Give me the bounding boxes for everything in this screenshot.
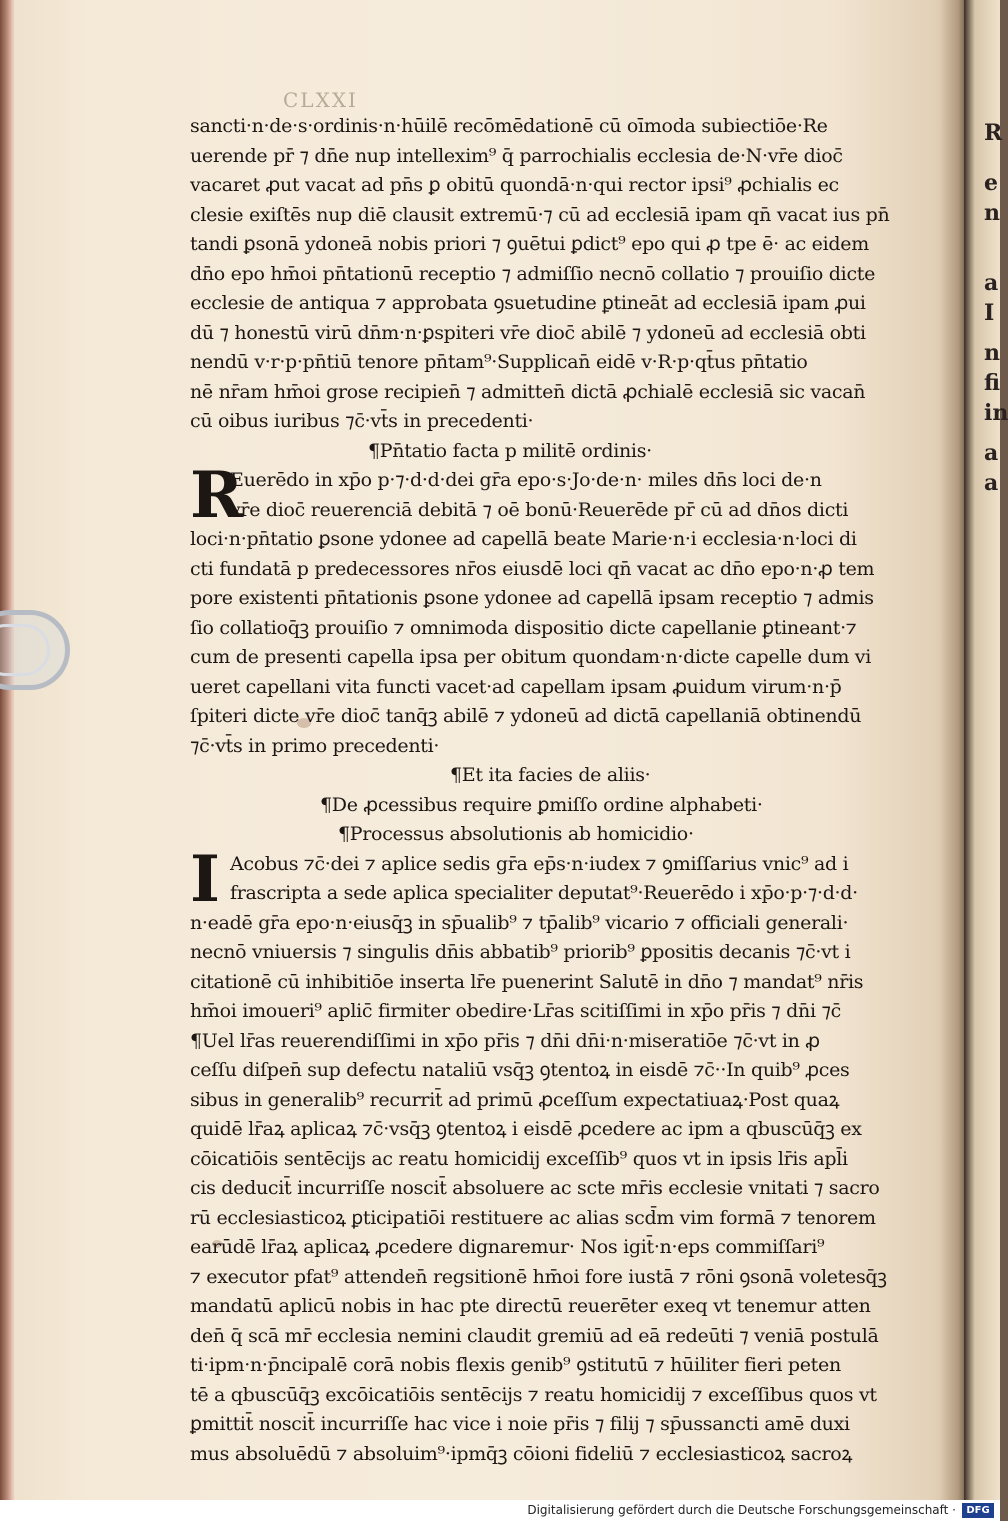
- text-line: tandi ꝑsonā ydoneā nobis priori ⁊ ꝯuētui ꝑdict⁹ epo qui ꝓ tpe ē· ac eidem: [190, 233, 869, 255]
- text-line: cū oibus iuribus ⁊c̄·vt̄s in precedenti·: [190, 410, 534, 432]
- next-page-fragment: n: [984, 200, 1000, 226]
- text-line: cis deducit̄ incurriſſe noscit̄ absoluere ac scte mr̄is ecclesie vnitati ⁊ sacro: [190, 1177, 880, 1199]
- paper-clip-inner: [0, 624, 50, 676]
- text-line: ¶Uel lr̄as reuerendiſſimi in xp̄o pr̄is ⁊ dn̄i dn̄i·n·miseratiōe ⁊c̄·vt in ꝓ: [190, 1029, 820, 1052]
- text-line: cōicatiōis sentēcijs ac reatu homicidij exceſſib⁹ quos vt in ipsis lr̄is apl̄i: [190, 1147, 848, 1170]
- heading-presentation: ¶Pn̄tatio facta p militē ordinis·: [368, 439, 652, 462]
- text-block: [190, 112, 908, 1469]
- next-page-fragment: a: [984, 440, 999, 466]
- dfg-logo: DFG: [962, 1503, 994, 1518]
- text-line: pore existenti pn̄tationis ꝑsone ydonee ad capellā ipsam receptio ⁊ admis: [190, 587, 874, 609]
- text-line: hm̄oi imoueri⁹ aplic̄ firmiter obedire·Lr̄as scitiſſimi in xp̄o pr̄is ⁊ dn̄i ⁊c̄: [190, 1000, 841, 1022]
- initial-capital: I: [190, 841, 220, 917]
- text-line: nē nr̄am hm̄oi grose recipien̄ ⁊ admitten̄ dictā ꝓchialē ecclesiā sic vacan̄: [190, 380, 866, 403]
- text-line: nendū v·r·p·pn̄tiū tenore pn̄tam⁹·Supplican̄ eidē v·R·p·qt̄us pn̄tatio: [190, 351, 808, 373]
- text-line: dū ⁊ honestū virū dn̄m·n·ꝑspiteri vr̄e dioc̄ abilē ⁊ ydoneū ad ecclesiā obti: [190, 321, 866, 344]
- text-line: cum de presenti capella ipsa per obitum quondam·n·dicte capelle dum vi: [190, 646, 872, 668]
- text-line: ſio collatioq̄ꝫ prouiſio ⁊ omnimoda dispositio dicte capellanie ꝑtineant·⁊: [190, 616, 857, 639]
- folio-number: CLXXI: [283, 88, 358, 112]
- text-line: citationē cū inhibitiōe inserta lr̄e puenerint Salutē in dn̄o ⁊ mandat⁹ nr̄is: [190, 970, 864, 993]
- text-line: rū ecclesiasticoꝝ ꝑticipatiōi restituere ac alias scd̄m vim formā ⁊ tenorem: [190, 1206, 876, 1229]
- text-line: mandatū aplicū nobis in hac pte directū reuerēter exeq vt tenemur atten: [190, 1295, 871, 1317]
- text-line: vr̄e dioc̄ reuerenciā debitā ⁊ oē bonū·Reuerēde pr̄ cū ad dn̄os dicti: [230, 498, 849, 521]
- text-line: tē a qbuscūq̄ꝫ excōicatiōis sentēcijs ⁊ reatu homicidij ⁊ exceſſibus quos vt: [190, 1383, 877, 1406]
- text-line: n·eadē gr̄a epo·n·eiusq̄ꝫ in sp̄ualib⁹ ⁊ tp̄alib⁹ vicario ⁊ officiali generali·: [190, 911, 849, 934]
- text-line: dn̄o epo hm̄oi pn̄tationū receptio ⁊ admiſſio necnō collatio ⁊ prouiſio dicte: [190, 262, 876, 285]
- text-line: earūdē lr̄aꝝ aplicaꝝ ꝓcedere dignaremur· Nos igit̄·n·eps commiſſari⁹: [190, 1236, 825, 1258]
- section-1: [190, 112, 908, 437]
- text-line: frascripta a sede aplica specialiter deputat⁹·Reuerēdo i xp̄o·p·⁊·d·d·: [230, 882, 858, 904]
- text-line: ⁊ executor pfat⁹ attenden̄ regsitionē hm̄oi fore iustā ⁊ rōni ꝯsonā voletesq̄ꝫ: [190, 1265, 887, 1288]
- initial-capital: R: [190, 458, 244, 533]
- text-line: sibus in generalib⁹ recurrit̄ ad primū ꝓceſſum expectatiuaꝝ·Post quaꝝ: [190, 1088, 840, 1111]
- heading-processibus: ¶De ꝓcessibus require ꝑmiſſo ordine alphabeti·: [320, 793, 763, 816]
- text-line: ueret capellani vita functi vacet·ad capellam ipsam ꝓuidum virum·n·p̄: [190, 675, 842, 698]
- text-line: ecclesie de antiqua ⁊ approbata ꝯsuetudine ꝑtineāt ad ecclesiā ipam ꝓui: [190, 292, 866, 314]
- text-line: ſpiteri dicte vr̄e dioc̄ tanq̄ꝫ abilē ⁊ ydoneū ad dictā capellaniā obtinendū: [190, 705, 862, 727]
- text-line: clesie exiſtēs nup diē clausit extremū·⁊ cū ad ecclesiā ipam qn̄ vacat ius pn̄: [190, 203, 890, 226]
- heading-processus: ¶Processus absolutionis ab homicidio·: [338, 823, 694, 845]
- text-line: ⁊c̄·vt̄s in primo precedenti·: [190, 734, 440, 757]
- next-page-fragment: fi: [984, 370, 1000, 396]
- text-line: quidē lr̄aꝝ aplicaꝝ ⁊c̄·vsq̄ꝫ ꝯtentoꝝ i eisdē ꝓcedere ac ipm a qbuscūq̄ꝫ ex: [190, 1118, 862, 1140]
- next-page-fragment: a: [984, 270, 999, 296]
- text-line: den̄ q̄ scā mr̄ ecclesia nemini claudit gremiū ad eā redeūti ⁊ veniā postulā: [190, 1324, 879, 1347]
- text-line: sancti·n·de·s·ordinis·n·hūilē recōmēdationē cū oīmoda subiectiōe·Re: [190, 115, 828, 137]
- next-page-edge: [964, 0, 1008, 1500]
- next-page-fragment: e: [984, 170, 998, 196]
- text-line: Acobus ⁊c̄·dei ⁊ aplice sedis gr̄a ep̄s·n·iudex ⁊ ꝯmiſſarius vnic⁹ ad i: [230, 852, 849, 875]
- heading-et-ita: ¶Et ita facies de aliis·: [450, 764, 651, 786]
- text-line: uerende pr̄ ⁊ dn̄e nup intellexim⁹ q̄ parrochialis ecclesia de·N·vr̄e dioc̄: [190, 144, 843, 167]
- next-page-fragment: I: [984, 300, 995, 326]
- text-line: ceſſu diſpen̄ sup defectu nataliū vsq̄ꝫ ꝯtentoꝝ in eisdē ⁊c̄··In quib⁹ ꝓces: [190, 1059, 850, 1081]
- text-line: Euerēdo in xp̄o p·⁊·d·d·dei gr̄a epo·s·Jo·de·n· miles dn̄s loci de·n: [230, 469, 822, 491]
- footer-credit: Digitalisierung gefördert durch die Deutsche Forschungsgemeinschaft ·: [527, 1503, 956, 1517]
- next-page-fragment: in: [984, 400, 1008, 426]
- text-line: loci·n·pn̄tatio ꝑsone ydonee ad capellā beate Marie·n·i ecclesia·n·loci di: [190, 528, 857, 550]
- text-line: mus absoluēdū ⁊ absoluim⁹·ipmq̄ꝫ cōioni fideliū ⁊ ecclesiasticoꝝ sacroꝝ: [190, 1442, 853, 1465]
- text-line: ti·ipm·n·p̄ncipalē corā nobis flexis genib⁹ ꝯstitutū ⁊ hūiliter fieri peten: [190, 1354, 841, 1376]
- text-line: cti fundatā p predecessores nr̄os eiusdē loci qn̄ vacat ac dn̄o epo·n·ꝓ tem: [190, 557, 875, 580]
- next-page-fragment: R: [984, 120, 1003, 146]
- text-line: vacaret ꝓut vacat ad pn̄s ꝑ obitū quondā·n·qui rector ipsi⁹ ꝓchialis ec: [190, 174, 839, 196]
- footer-bar: [0, 1500, 1000, 1521]
- text-line: necnō vniuersis ⁊ singulis dn̄is abbatib⁹ priorib⁹ ꝑpositis decanis ⁊c̄·vt i: [190, 941, 851, 963]
- text-line: ꝑmittit̄ noscit̄ incurriſſe hac vice i noie pr̄is ⁊ filij ⁊ sp̄ussancti amē duxi: [190, 1413, 850, 1435]
- section-3: [190, 841, 908, 1470]
- section-2: [190, 458, 908, 761]
- next-page-fragment: n: [984, 340, 1000, 366]
- next-page-fragment: a: [984, 470, 999, 496]
